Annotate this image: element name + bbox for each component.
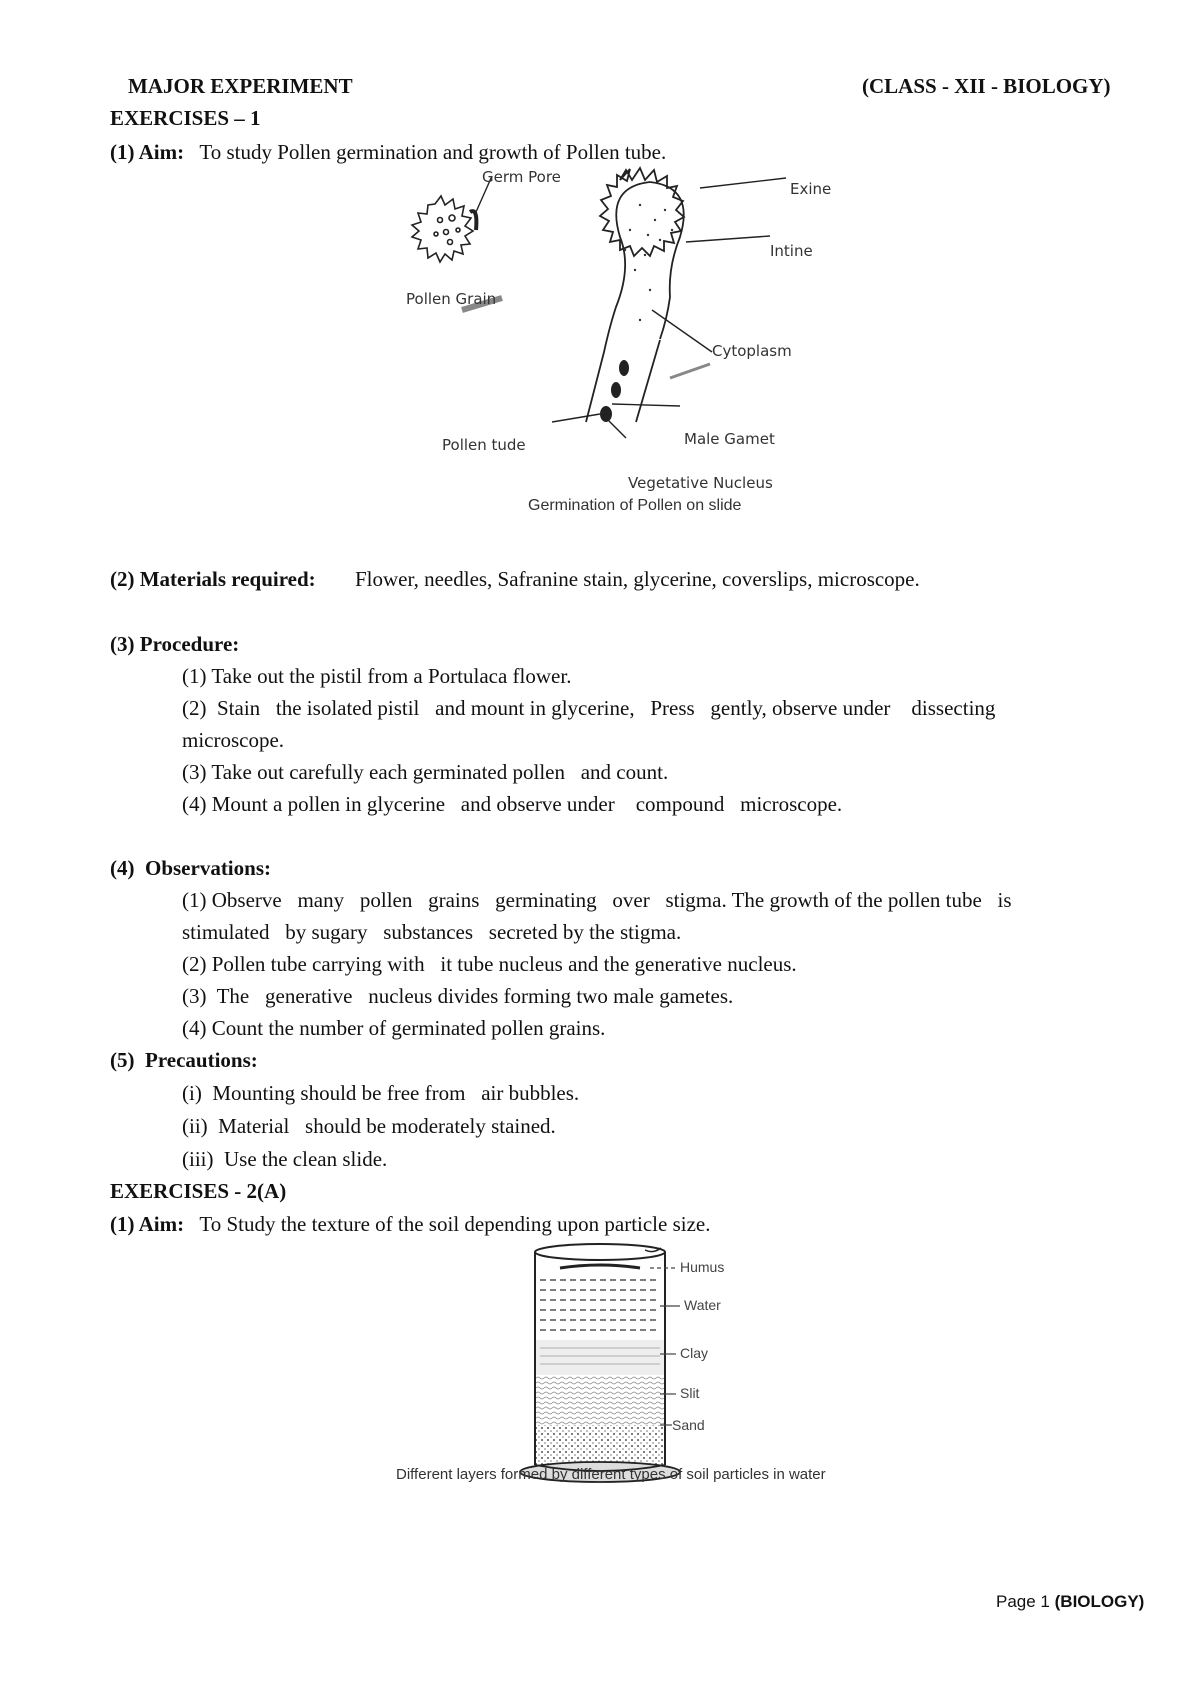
- precaution-item: (ii) Material should be moderately stained.: [182, 1114, 556, 1138]
- vegetative-nucleus: [600, 406, 612, 422]
- smudge-mark: [670, 364, 710, 378]
- label-clay: Clay: [680, 1345, 709, 1361]
- label-cytoplasm: Cytoplasm: [712, 342, 792, 360]
- label-sand: Sand: [672, 1417, 705, 1433]
- precaution-item: (i) Mounting should be free from air bubbles.: [182, 1081, 580, 1105]
- page-footer: [996, 1592, 1144, 1612]
- label-humus: Humus: [680, 1259, 725, 1275]
- pollen-germination-figure: [0, 160, 1200, 520]
- cylinder-drawing: [520, 1244, 680, 1482]
- label-exine: Exine: [790, 180, 832, 198]
- ex1-aim-text: To study Pollen germination and growth of Pollen tube.: [199, 140, 667, 164]
- procedure-step: (3) Take out carefully each germinated pollen and count.: [182, 760, 669, 784]
- precautions-label: (5) Precautions:: [110, 1048, 258, 1072]
- footer-subject: (BIOLOGY): [1054, 1592, 1145, 1611]
- procedure-step: (1) Take out the pistil from a Portulaca flower.: [182, 664, 572, 688]
- page-number: Page 1: [996, 1592, 1050, 1611]
- precaution-item: (iii) Use the clean slide.: [182, 1147, 388, 1171]
- soil-figure-caption: Different layers formed by different types of soil particles in water: [396, 1466, 826, 1483]
- procedure-label: (3) Procedure:: [110, 632, 240, 656]
- exercise-2a-title: EXERCISES - 2(A): [110, 1179, 287, 1203]
- observations-label: (4) Observations:: [110, 856, 271, 880]
- male-gamete-1: [619, 360, 629, 376]
- label-slit: Slit: [680, 1385, 700, 1401]
- observation-item: (2) Pollen tube carrying with it tube nucleus and the generative nucleus.: [182, 952, 797, 976]
- exercise-1-title: EXERCISES – 1: [110, 106, 261, 130]
- observation-item: (1) Observe many pollen grains germinating over stigma. The growth of the pollen tube is: [182, 888, 1012, 912]
- materials-text: Flower, needles, Safranine stain, glycerine, coverslips, microscope.: [354, 567, 920, 591]
- male-gamete-2: [611, 382, 621, 398]
- materials-label: (2) Materials required:: [110, 567, 316, 591]
- class-subject-header: (CLASS - XII - BIOLOGY): [862, 74, 1111, 98]
- ex2-aim-label: (1) Aim:: [110, 1212, 185, 1236]
- label-pollen-grain: Pollen Grain: [406, 290, 497, 308]
- soil-layers-figure: [0, 1240, 1200, 1500]
- ex2-aim: [110, 1212, 711, 1236]
- procedure-step: microscope.: [182, 728, 285, 752]
- label-pollen-tube: Pollen tude: [442, 436, 526, 454]
- label-vegetative-nucleus: Vegetative Nucleus: [628, 474, 773, 492]
- procedure-step: (2) Stain the isolated pistil and mount in glycerine, Press gently, observe under dissecting: [182, 696, 996, 720]
- cytoplasm-dots: [624, 204, 673, 321]
- pollen-figure-caption: Germination of Pollen on slide: [528, 497, 742, 514]
- germinating-pollen-drawing: [586, 168, 684, 422]
- procedure-step: (4) Mount a pollen in glycerine and observe under compound microscope.: [182, 792, 843, 816]
- ex1-materials: [110, 567, 920, 591]
- label-water: Water: [684, 1297, 721, 1313]
- document-title: MAJOR EXPERIMENT: [128, 74, 353, 98]
- ex1-aim-label: (1) Aim:: [110, 140, 185, 164]
- label-intine: Intine: [770, 242, 813, 260]
- label-male-gamet: Male Gamet: [684, 430, 775, 448]
- label-germ-pore: Germ Pore: [482, 168, 561, 186]
- pollen-grain-drawing: [412, 196, 476, 262]
- observation-item: stimulated by sugary substances secreted by the stigma.: [182, 920, 682, 944]
- observation-item: (4) Count the number of germinated pollen grains.: [182, 1016, 606, 1040]
- observation-item: (3) The generative nucleus divides forming two male gametes.: [182, 984, 734, 1008]
- ex2-aim-text: To Study the texture of the soil depending upon particle size.: [199, 1212, 711, 1236]
